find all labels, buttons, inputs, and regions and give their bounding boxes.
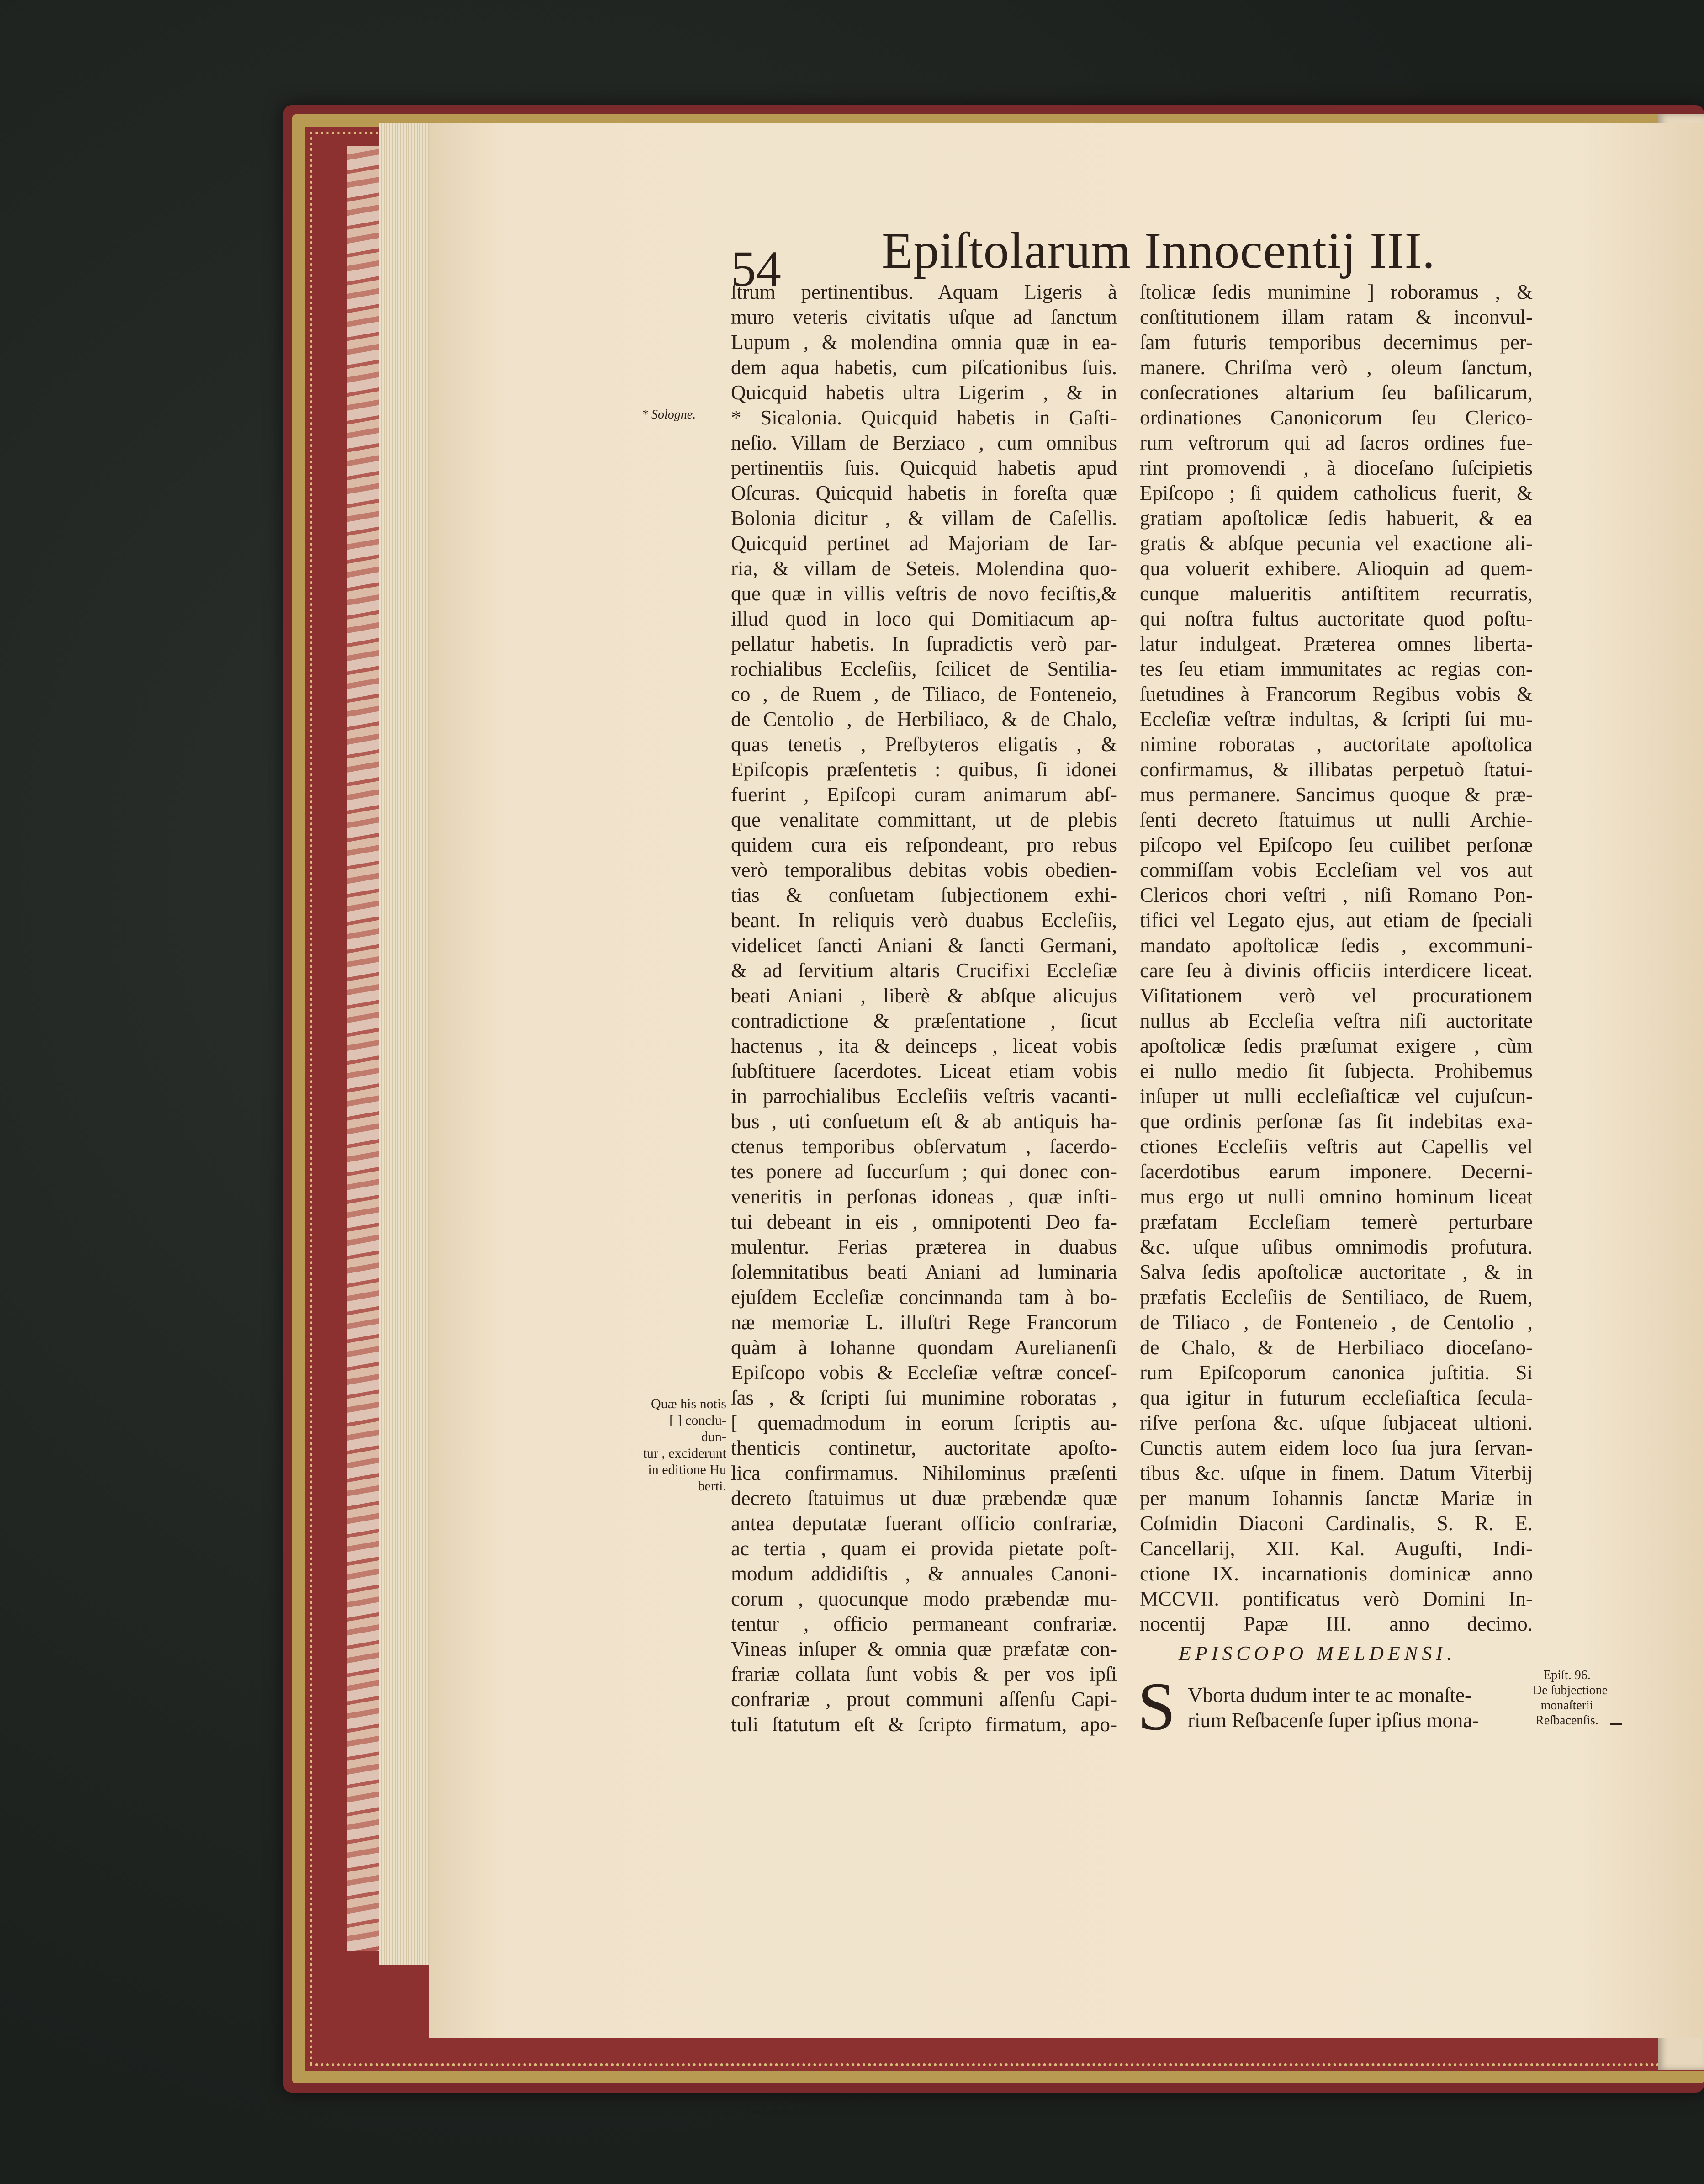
text-line: nocentij Papæ III. anno decimo.	[1140, 1612, 1533, 1635]
text-line: frariæ collata ſunt vobis & per vos ipſi	[731, 1663, 1117, 1686]
text-line: Lupum , & molendina omnia quæ in ea-	[731, 331, 1117, 354]
text-line: manere. Chriſma verò , oleum ſanctum,	[1140, 356, 1533, 379]
text-line: ſolemnitatibus beati Aniani ad luminaria	[731, 1261, 1117, 1283]
text-line: hactenus , ita & deinceps , liceat vobis	[731, 1034, 1117, 1057]
text-line: rochialibus Eccleſiis, ſcilicet de Sentilia-	[731, 657, 1117, 680]
text-line: confirmamus, & illibatas perpetuò ſtatui-	[1140, 758, 1533, 781]
text-line: ſenti decreto ſtatuimus ut nulli Archie-	[1140, 808, 1533, 831]
margin-note-sologne: * Sologne.	[642, 408, 696, 422]
text-line: nullus ab Eccleſia veſtra niſi auctoritate	[1140, 1009, 1533, 1032]
text-line: ſtolicæ ſedis munimine ] roboramus , &	[1140, 281, 1533, 303]
text-line: fuerint , Epiſcopi curam animarum abſ-	[731, 783, 1117, 806]
text-line: ſubſtituere ſacerdotes. Liceat etiam vobis	[731, 1060, 1117, 1082]
text-line: quidem cura eis reſpondeant, pro rebus	[731, 833, 1117, 856]
text-line: gratiam apoſtolicæ ſedis habuerit, & ea	[1140, 507, 1533, 530]
text-line: rum Epiſcoporum canonica juſtitia. Si	[1140, 1361, 1533, 1384]
text-line: videlicet ſancti Aniani & ſancti Germani,	[731, 934, 1117, 957]
text-line: gratis & abſque pecunia vel exactione ali-	[1140, 532, 1533, 555]
text-line: conſtitutionem illam ratam & inconvul-	[1140, 306, 1533, 329]
text-line: & ad ſervitium altaris Crucifixi Eccleſiæ	[731, 959, 1117, 982]
text-line: veneritis in perſonas idoneas , quæ inſti-	[731, 1185, 1117, 1208]
text-line: tes ſeu etiam immunitates ac regias con-	[1140, 657, 1533, 680]
text-line: qua igitur in futurum eccleſiaſtica ſecula-	[1140, 1386, 1533, 1409]
margin-note-epistle	[1533, 1668, 1608, 1728]
text-line: cunque malueritis antiſtitem recurratis,	[1140, 582, 1533, 605]
text-line: care ſeu à divinis officiis interdicere liceat.	[1140, 959, 1533, 982]
text-line: nimine roboratas , auctoritate apoſtolica	[1140, 733, 1533, 756]
text-line: apoſtolicæ ſedis præſumat exigere , cùm	[1140, 1034, 1533, 1057]
text-line: illud quod in loco qui Domitiacum ap-	[731, 607, 1117, 630]
note-line: [ ] conclu-	[669, 1413, 726, 1428]
note-line: tur , exciderunt	[643, 1446, 726, 1461]
text-line: ac tertia , quam ei provida pietate poſt-	[731, 1537, 1117, 1560]
text-line: rum veſtrorum qui ad ſacros ordines fue-	[1140, 431, 1533, 454]
text-line: que venalitate committant, ut de plebis	[731, 808, 1117, 831]
text-line: dem aqua habetis, cum piſcationibus ſuis.	[731, 356, 1117, 379]
text-line: verò temporalibus debitas vobis obedien-	[731, 859, 1117, 881]
text-line: modum addidiſtis , & annuales Canoni-	[731, 1562, 1117, 1585]
text-line: ſacerdotibus earum imponere. Decerni-	[1140, 1160, 1533, 1183]
running-title: Epiſtolarum Innocentij III.	[882, 223, 1435, 279]
text-line: ejuſdem Eccleſiæ concinnanda tam à bo-	[731, 1286, 1117, 1309]
text-line: rium Reſbacenſe ſuper ipſius mona-	[1188, 1709, 1479, 1732]
text-line: ſtrum pertinentibus. Aquam Ligeris à	[731, 281, 1117, 303]
text-line: que quæ in villis veſtris de novo feciſtis,&	[731, 582, 1117, 605]
text-line: Eccleſiæ veſtræ indultas, & ſcripti ſui mu-	[1140, 708, 1533, 731]
text-line: lica confirmamus. Nihilominus præſenti	[731, 1462, 1117, 1484]
text-line: contradictione & præſentatione , ſicut	[731, 1009, 1117, 1032]
drop-cap: S	[1138, 1669, 1176, 1744]
text-line: mus ergo ut nulli omnino hominum liceat	[1140, 1185, 1533, 1208]
text-line: piſcopo vel Epiſcopo ſeu cuilibet perſonæ	[1140, 833, 1533, 856]
text-line: Salva ſedis apoſtolicæ auctoritate , & in	[1140, 1261, 1533, 1283]
left-text-column	[731, 280, 1117, 1737]
note-line: berti.	[698, 1479, 726, 1494]
text-line: mulentur. Ferias præterea in duabus	[731, 1235, 1117, 1258]
text-line: ria, & villam de Seteis. Molendina quo-	[731, 557, 1117, 580]
text-line: latur indulgeat. Præterea omnes liberta-	[1140, 632, 1533, 655]
text-line: per manum Iohannis ſanctæ Mariæ in	[1140, 1487, 1533, 1510]
note-line: De ſubjectione	[1533, 1683, 1608, 1697]
text-line: Bolonia dicitur , & villam de Caſellis.	[731, 507, 1117, 530]
margin-note-brackets	[633, 1396, 726, 1495]
text-line: ſas , & ſcripti ſui munimine roboratas ,	[731, 1386, 1117, 1409]
text-line: Cancellarij, XII. Kal. Auguſti, Indi-	[1140, 1537, 1533, 1560]
text-line: antea deputatæ fuerant officio confrariæ,	[731, 1512, 1117, 1535]
text-line: &c. uſque uſibus omnimodis profutura.	[1140, 1235, 1533, 1258]
text-line: mandato apoſtolicæ ſedis , excommuni-	[1140, 934, 1533, 957]
text-line: qui noſtra fultus auctoritate quod poſtu-	[1140, 607, 1533, 630]
text-line: ctenus temporibus obſervatum , ſacerdo-	[731, 1135, 1117, 1158]
text-line: * Sicalonia. Quicquid habetis in Gaſti-	[731, 406, 1117, 429]
text-line: de Tiliaco , de Fonteneio , de Centolio ,	[1140, 1311, 1533, 1334]
catchword-dash	[1610, 1723, 1622, 1725]
text-line: conſecrationes altarium ſeu baſilicarum,	[1140, 381, 1533, 404]
text-line: mus permanere. Sancimus quoque & præ-	[1140, 783, 1533, 806]
note-line: in editione Hu	[648, 1462, 726, 1477]
text-line: Quicquid habetis ultra Ligerim , & in	[731, 381, 1117, 404]
text-line: pellatur habetis. In ſupradictis verò par-	[731, 632, 1117, 655]
text-line: muro veteris civitatis uſque ad ſanctum	[731, 306, 1117, 329]
page-number: 54	[731, 241, 781, 297]
text-line: tuli ſtatutum eſt & ſcripto firmatum, apo-	[731, 1713, 1117, 1736]
text-line: præfatis Eccleſiis de Sentiliaco, de Ruem,	[1140, 1286, 1533, 1309]
text-line: Quicquid pertinet ad Majoriam de Iar-	[731, 532, 1117, 555]
text-line: decreto ſtatuimus ut duæ præbendæ quæ	[731, 1487, 1117, 1510]
text-line: [ quemadmodum in eorum ſcriptis au-	[731, 1411, 1117, 1434]
text-line: thenticis continetur, auctoritate apoſto-	[731, 1437, 1117, 1459]
text-line: ctiones Eccleſiis veſtris aut Capellis vel	[1140, 1135, 1533, 1158]
text-line: in parrochialibus Eccleſiis veſtris vacanti-	[731, 1085, 1117, 1108]
text-line: de Centolio , de Herbiliaco, & de Chalo,	[731, 708, 1117, 731]
text-line: Viſitationem verò vel procurationem	[1140, 984, 1533, 1007]
text-line: inſuper ut nulli eccleſiaſticæ vel cujuſcun-	[1140, 1085, 1533, 1108]
text-line: ordinationes Canonicorum ſeu Clerico-	[1140, 406, 1533, 429]
page-stack-edge	[379, 123, 434, 1965]
text-line: ctione IX. incarnationis dominicæ anno	[1140, 1562, 1533, 1585]
text-line: beant. In reliquis verò duabus Eccleſiis,	[731, 909, 1117, 932]
text-line: corum , quocunque modo præbendæ mu-	[731, 1587, 1117, 1610]
text-line: riſve perſona &c. uſque ſubjaceat ultioni.	[1140, 1411, 1533, 1434]
text-line: tes ponere ad ſuccurſum ; qui donec con-	[731, 1160, 1117, 1183]
text-line: præfatam Eccleſiam temerè perturbare	[1140, 1210, 1533, 1233]
text-line: pertinentiis ſuis. Quicquid habetis apud	[731, 456, 1117, 479]
text-line: tui debeant in eis , omnipotenti Deo fa-	[731, 1210, 1117, 1233]
text-line: tibus &c. uſque in finem. Datum Viterbij	[1140, 1462, 1533, 1484]
note-line: Reſbacenſis.	[1535, 1713, 1598, 1728]
text-line: neſio. Villam de Berziaco , cum omnibus	[731, 431, 1117, 454]
text-line: tias & conſuetam ſubjectionem exhi-	[731, 884, 1117, 906]
text-line: de Chalo, & de Herbiliaco dioceſano-	[1140, 1336, 1533, 1359]
text-line: Epiſcopo vobis & Eccleſiæ veſtræ conceſ-	[731, 1361, 1117, 1384]
text-line: confrariæ , prout communi aſſenſu Capi-	[731, 1688, 1117, 1711]
text-line: bus , uti conſuetum eſt & ab antiquis ha-	[731, 1110, 1117, 1133]
note-line: Epiſt. 96.	[1543, 1668, 1591, 1682]
text-line: co , de Ruem , de Tiliaco, de Fonteneio,	[731, 683, 1117, 705]
text-line: rint promovendi , à dioceſano ſuſcipietis	[1140, 456, 1533, 479]
text-line: Vineas inſuper & omnia quæ præfatæ con-	[731, 1638, 1117, 1660]
right-text-column	[1140, 280, 1533, 1637]
text-line: Epiſcopis præſentetis : quibus, ſi idonei	[731, 758, 1117, 781]
text-line: ſuetudines à Francorum Regibus vobis &	[1140, 683, 1533, 705]
text-line: ei nullo medio ſit ſubjecta. Prohibemus	[1140, 1060, 1533, 1082]
text-line: qua voluerit exhibere. Alioquin ad quem-	[1140, 557, 1533, 580]
text-line: Cunctis autem eidem loco ſua jura ſervan-	[1140, 1437, 1533, 1459]
text-line: MCCVII. pontificatus verò Domini In-	[1140, 1587, 1533, 1610]
text-line: Epiſcopo ; ſi quidem catholicus fuerit, &	[1140, 482, 1533, 504]
text-line: tentur , officio permaneant confrariæ.	[731, 1612, 1117, 1635]
text-line: beati Aniani , liberè & abſque alicujus	[731, 984, 1117, 1007]
text-line: Vborta dudum inter te ac monaſte-	[1188, 1684, 1472, 1707]
text-line: tifici vel Legato ejus, aut etiam de ſpeciali	[1140, 909, 1533, 932]
text-line: ſam futuris temporibus decernimus per-	[1140, 331, 1533, 354]
note-line: Quæ his notis	[651, 1396, 726, 1411]
note-line: monaſterii	[1540, 1698, 1593, 1712]
text-line: que ordinis perſonæ fas ſit indebitas exa-	[1140, 1110, 1533, 1133]
letter-heading: EPISCOPO MELDENSI.	[1179, 1642, 1456, 1665]
text-line: quas tenetis , Preſbyteros eligatis , &	[731, 733, 1117, 756]
text-line: Oſcuras. Quicquid habetis in foreſta quæ	[731, 482, 1117, 504]
note-line: dun-	[701, 1429, 726, 1444]
text-line: Coſmidin Diaconi Cardinalis, S. R. E.	[1140, 1512, 1533, 1535]
letter-opening	[1188, 1683, 1479, 1733]
text-line: commiſſam vobis Eccleſiam vel vos aut	[1140, 859, 1533, 881]
text-line: quàm à Iohanne quondam Aurelianenſi	[731, 1336, 1117, 1359]
text-line: Clericos chori veſtri , niſi Romano Pon-	[1140, 884, 1533, 906]
text-line: næ memoriæ L. illuſtri Rege Francorum	[731, 1311, 1117, 1334]
